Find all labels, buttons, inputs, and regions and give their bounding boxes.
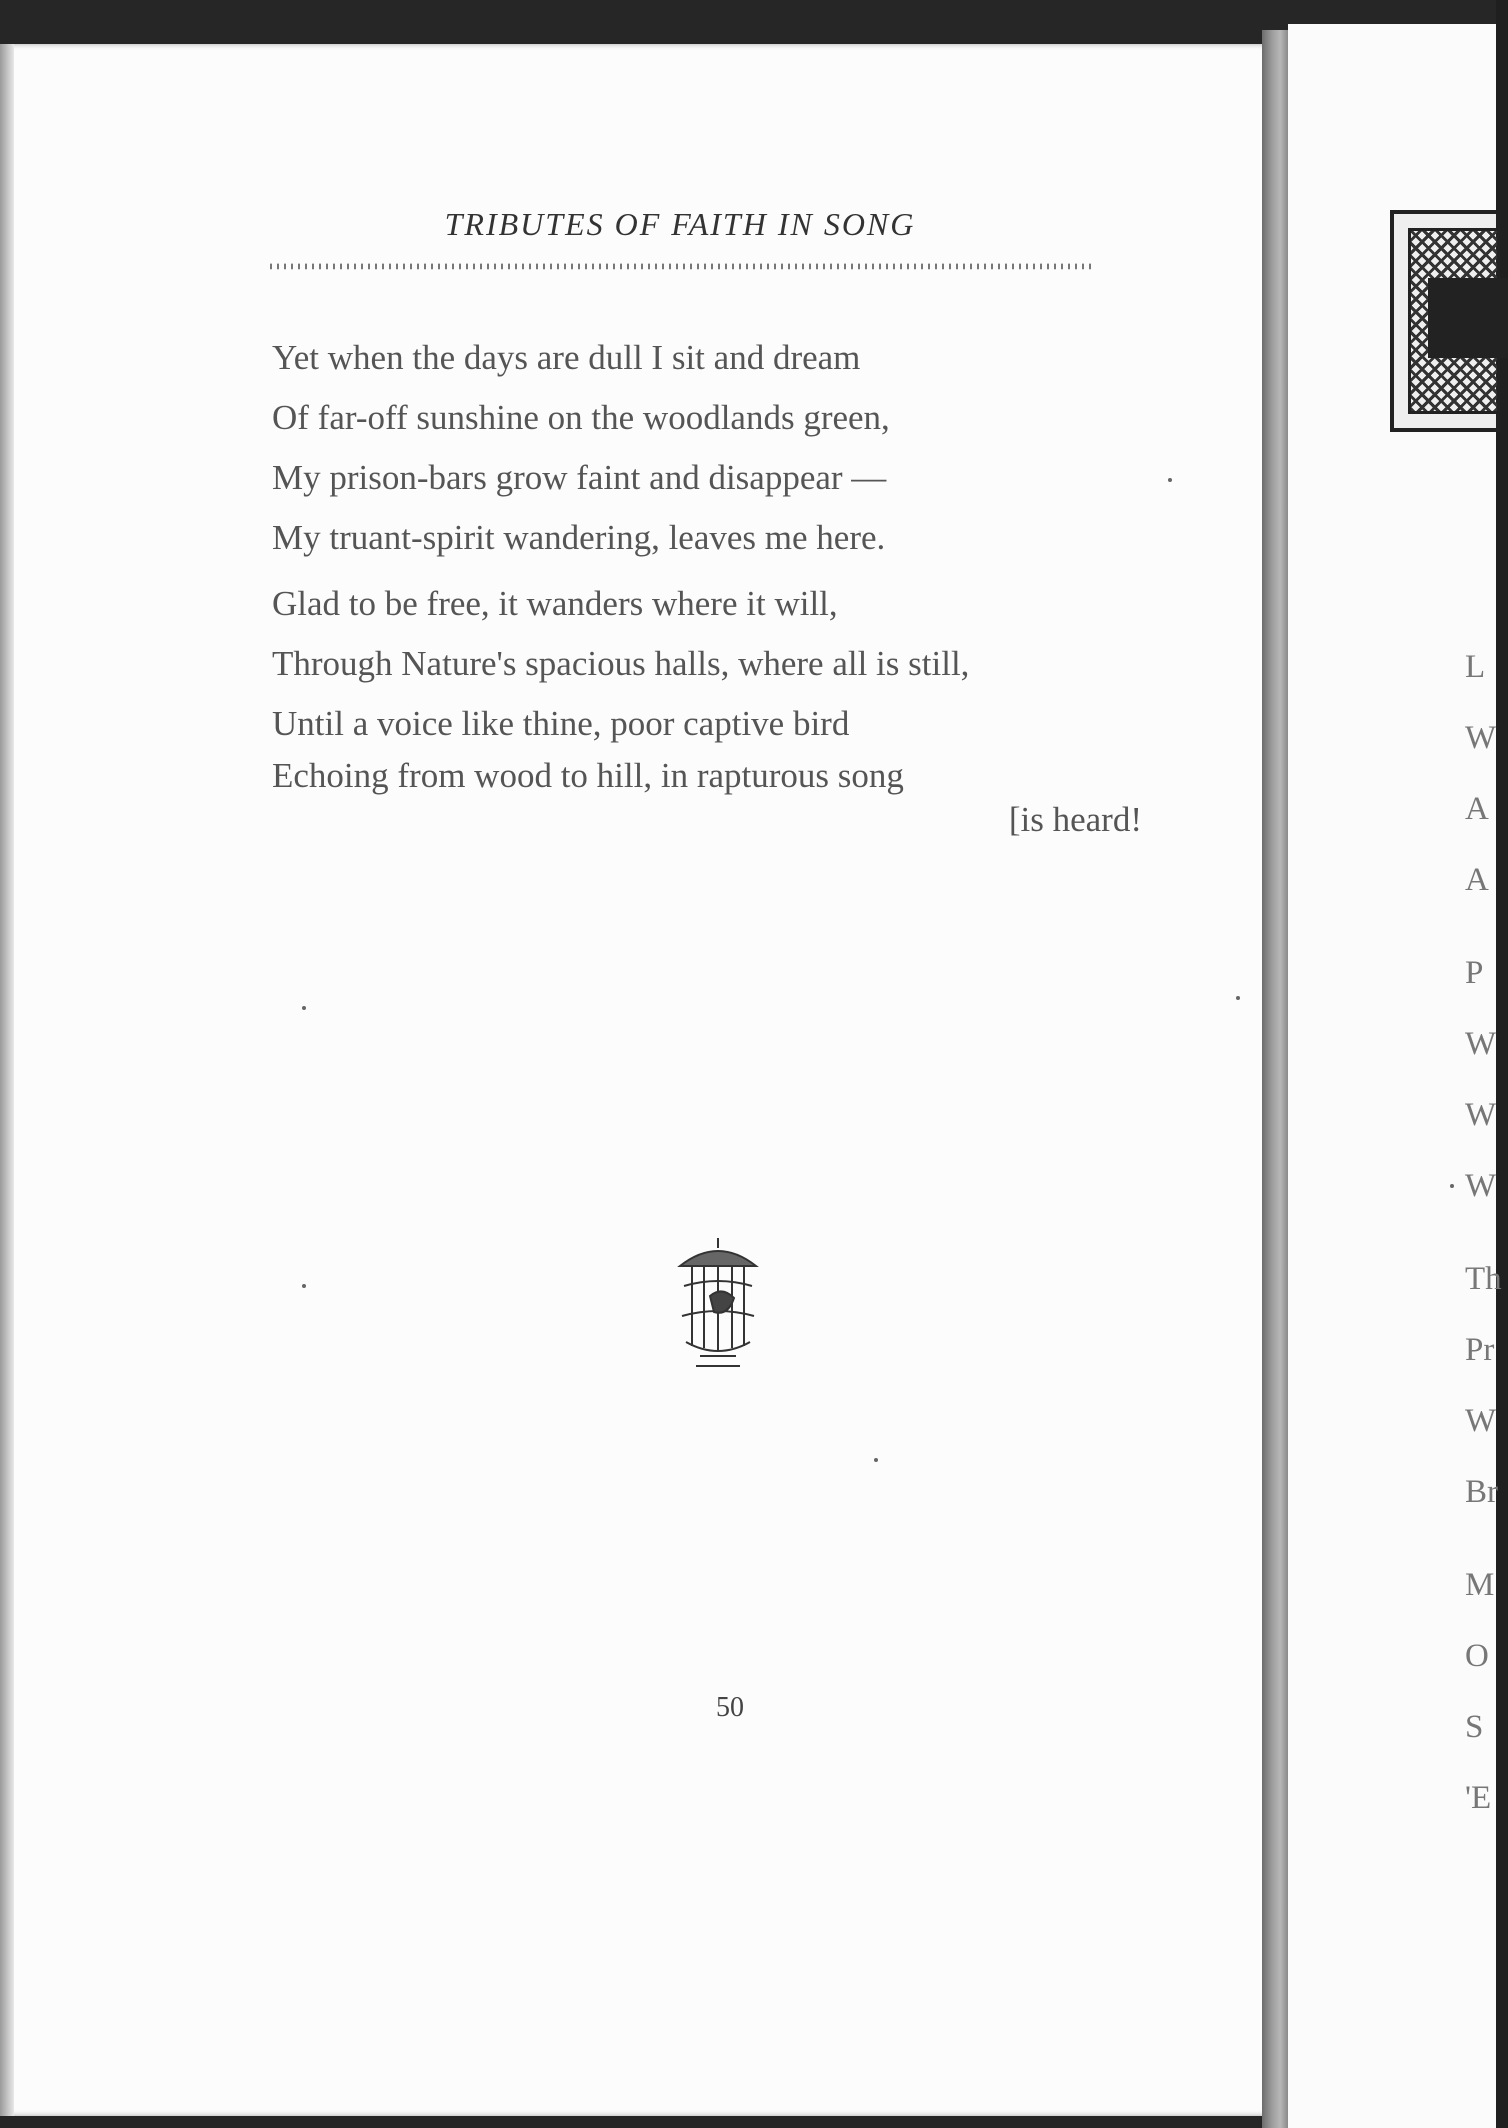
dust-speck (874, 1458, 878, 1462)
poem-line: Through Nature's spacious halls, where all is still, (272, 644, 970, 683)
dust-speck (302, 1284, 306, 1288)
poem (272, 328, 1152, 842)
poem-line: Of far-off sunshine on the woodlands green, (272, 398, 890, 437)
poem-line-continuation: [is heard! (1008, 800, 1142, 839)
birdcage-vignette-icon (670, 1236, 766, 1376)
dust-speck (1236, 996, 1240, 1000)
running-head: TRIBUTES OF FAITH IN SONG (444, 206, 916, 242)
line-start: W (1465, 1168, 1497, 1204)
poem-line: My prison-bars grow faint and disappear — (272, 458, 887, 497)
dust-speck (302, 1006, 306, 1010)
page-number: 50 (716, 1692, 744, 1723)
page-edge (0, 44, 14, 2116)
ornament-center (1428, 278, 1508, 358)
poem-line: Echoing from wood to hill, in rapturous song (272, 756, 904, 795)
line-start: P (1465, 955, 1484, 991)
poem-line: Glad to be free, it wanders where it will, (272, 584, 838, 623)
line-start: Br (1465, 1474, 1498, 1510)
line-start: A (1465, 862, 1489, 898)
line-start: W (1465, 1097, 1497, 1133)
poem-line: Until a voice like thine, poor captive bird (272, 704, 850, 743)
line-start: S (1465, 1709, 1484, 1745)
ornamental-frame-icon (1390, 210, 1500, 432)
book-gutter (1262, 30, 1288, 2128)
line-start: Pr (1465, 1332, 1495, 1368)
line-start: W (1465, 720, 1497, 756)
dust-speck (1168, 478, 1172, 482)
line-start: M (1465, 1567, 1495, 1603)
line-start: Th (1465, 1261, 1502, 1297)
line-start: W (1465, 1403, 1497, 1439)
line-start: L (1465, 649, 1486, 685)
line-start: 'E (1465, 1780, 1492, 1816)
right-page-text (1465, 632, 1505, 1834)
line-start: A (1465, 791, 1489, 827)
line-start: W (1465, 1026, 1497, 1062)
poem-line: Yet when the days are dull I sit and dream (272, 338, 861, 377)
poem-line: My truant-spirit wandering, leaves me here. (272, 518, 886, 557)
line-start: O (1465, 1638, 1489, 1674)
dust-speck (1450, 1184, 1454, 1188)
